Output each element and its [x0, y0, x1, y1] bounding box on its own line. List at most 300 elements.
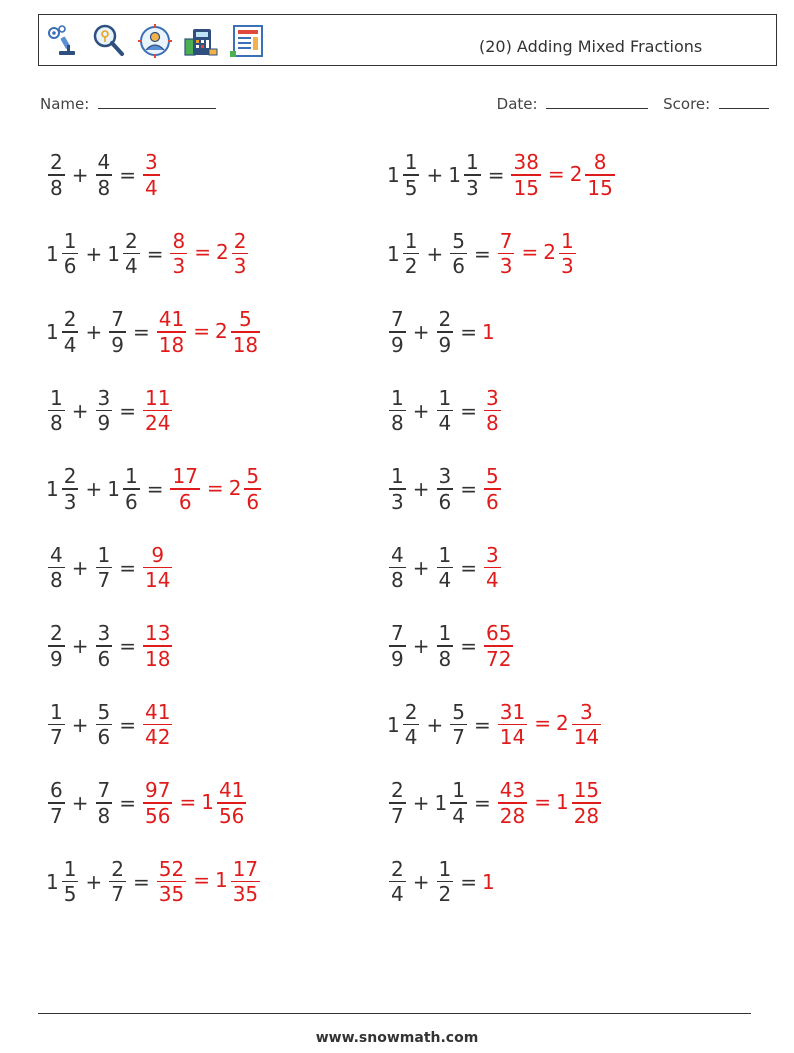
answer-fraction	[498, 229, 515, 279]
addend-fraction-denominator: 3	[391, 489, 404, 514]
addend-fraction-numerator: 1	[465, 150, 479, 175]
answer-mixed-fraction	[585, 150, 614, 200]
addend-fraction	[450, 778, 467, 828]
answer-whole: 1	[214, 868, 228, 892]
addend-fraction-denominator: 7	[50, 803, 63, 828]
answer-fraction	[484, 386, 501, 436]
page-title: (20) Adding Mixed Fractions	[479, 37, 703, 56]
answer-mixed-fraction	[217, 778, 246, 828]
addend-fraction-numerator: 6	[50, 778, 63, 803]
answer-fraction	[143, 700, 172, 750]
answer-fraction-denominator: 6	[178, 489, 192, 514]
answer-fraction-denominator: 4	[486, 568, 499, 593]
addend-fraction-numerator: 7	[391, 621, 404, 646]
date-label: Date:	[496, 95, 538, 113]
addend-fraction	[389, 307, 406, 357]
equals-sign: =	[487, 163, 505, 187]
answer	[141, 778, 248, 828]
addend-fraction-numerator: 3	[438, 464, 452, 489]
problem-row	[46, 145, 162, 205]
addend-fraction	[389, 386, 406, 436]
problem-row	[387, 852, 495, 912]
answer-fraction-numerator: 97	[145, 778, 171, 803]
addend-fraction-numerator: 4	[391, 542, 404, 567]
equals-sign: =	[473, 712, 491, 737]
addend-fraction-denominator: 4	[438, 568, 452, 593]
problem-row	[46, 773, 248, 833]
name-line	[40, 94, 216, 113]
addend-fraction-numerator: 1	[438, 856, 452, 881]
addend-fraction-numerator: 1	[438, 542, 452, 567]
whole-number: 1	[46, 320, 59, 344]
addend-fraction	[96, 621, 113, 671]
calculator-icon	[183, 23, 219, 59]
addend-fraction-denominator: 9	[97, 411, 111, 436]
answer-mixed-fraction-denominator: 6	[246, 489, 260, 514]
answer-mixed-fraction-numerator: 1	[560, 228, 574, 253]
equals-sign: =	[473, 791, 491, 815]
addend-fraction-numerator: 2	[63, 307, 77, 332]
answer-fraction-denominator: 3	[172, 254, 186, 279]
addend-fraction-denominator: 8	[438, 646, 452, 671]
addend-fraction-numerator: 1	[391, 385, 404, 410]
footer-divider	[38, 1013, 751, 1014]
addend-fraction-denominator: 5	[63, 882, 77, 907]
report-icon	[229, 23, 265, 59]
answer-mixed-fraction	[244, 464, 261, 514]
answer	[168, 229, 250, 279]
answer-fraction-denominator: 6	[486, 489, 499, 514]
equals-sign: =	[547, 161, 565, 186]
answer-fraction-numerator: 9	[151, 542, 165, 567]
answer	[496, 778, 603, 828]
answer	[141, 386, 174, 436]
answer-whole: 1	[482, 869, 495, 894]
plus-sign: +	[71, 555, 89, 580]
answer	[141, 150, 162, 200]
score-label: Score:	[663, 95, 711, 113]
answer-mixed-fraction-denominator: 35	[232, 882, 259, 907]
plus-sign: +	[85, 241, 103, 266]
plus-sign: +	[412, 791, 430, 815]
answer-fraction	[498, 778, 527, 828]
equals-sign: =	[460, 398, 477, 423]
addend-fraction	[123, 464, 140, 514]
problem-row	[46, 616, 174, 676]
addend-fraction-numerator: 1	[404, 150, 418, 175]
magnifier-icon	[91, 23, 127, 59]
addend-fraction	[464, 150, 481, 200]
equals-sign: =	[534, 711, 551, 735]
addend-fraction-numerator: 3	[97, 621, 111, 646]
addend-fraction-denominator: 7	[452, 725, 465, 750]
whole-number: 1	[448, 163, 461, 187]
answer	[482, 621, 515, 671]
addend-fraction-numerator: 2	[391, 778, 404, 803]
equals-sign: =	[460, 320, 477, 344]
date-blank[interactable]	[546, 94, 648, 109]
addend-fraction-denominator: 7	[391, 803, 404, 828]
whole-number: 1	[434, 791, 448, 815]
name-blank[interactable]	[98, 94, 216, 109]
answer-fraction-numerator: 5	[486, 464, 499, 489]
addend-fraction-denominator: 4	[438, 411, 452, 436]
date-score-line	[497, 94, 769, 113]
equals-sign: =	[206, 475, 224, 500]
answer	[482, 543, 503, 593]
answer-mixed-fraction-numerator: 17	[232, 856, 259, 881]
answer-fraction-denominator: 35	[158, 882, 185, 907]
answer-fraction	[157, 857, 186, 907]
answer-fraction-denominator: 24	[145, 411, 171, 436]
equals-sign: =	[460, 869, 477, 894]
answer-mixed-fraction-numerator: 5	[246, 464, 260, 489]
addend-fraction	[62, 464, 79, 514]
addend-fraction-denominator: 7	[111, 882, 124, 907]
addend-fraction-numerator: 2	[404, 699, 418, 724]
answer-fraction-denominator: 42	[145, 725, 171, 750]
equals-sign: =	[193, 868, 210, 892]
problem-row	[387, 616, 515, 676]
answer-fraction-denominator: 28	[499, 803, 526, 828]
answer	[168, 464, 263, 514]
answer	[496, 700, 603, 750]
addend-fraction	[96, 778, 113, 828]
equals-sign: =	[132, 869, 150, 894]
addend-fraction-numerator: 2	[50, 150, 63, 175]
answer-mixed-fraction	[231, 857, 260, 907]
addend-fraction	[48, 386, 65, 436]
whole-number: 1	[46, 869, 59, 894]
addend-fraction-denominator: 5	[404, 175, 418, 200]
equals-sign: =	[460, 634, 477, 658]
addend-fraction-numerator: 4	[50, 542, 63, 567]
addend-fraction	[48, 778, 65, 828]
plus-sign: +	[71, 791, 89, 815]
answer-mixed-fraction	[559, 229, 576, 279]
answer-mixed-fraction-denominator: 15	[587, 175, 613, 200]
addend-fraction	[389, 543, 406, 593]
addend-fraction-denominator: 8	[97, 175, 111, 200]
whole-number: 1	[387, 241, 400, 266]
addend-fraction-denominator: 4	[391, 882, 404, 907]
equals-sign: =	[119, 555, 136, 580]
answer-fraction-denominator: 8	[486, 411, 499, 436]
addend-fraction	[62, 857, 79, 907]
addend-fraction	[389, 778, 406, 828]
problem-row	[46, 695, 174, 755]
answer-fraction	[511, 150, 540, 200]
answer-fraction	[484, 543, 501, 593]
addend-fraction-numerator: 2	[111, 856, 124, 881]
answer-fraction	[157, 307, 186, 357]
answer-fraction-denominator: 18	[158, 332, 185, 357]
addend-fraction	[403, 229, 420, 279]
answer-mixed-fraction-numerator: 41	[218, 778, 245, 803]
addend-fraction-numerator: 1	[438, 621, 452, 646]
addend-fraction	[62, 307, 79, 357]
addend-fraction-denominator: 3	[465, 175, 479, 200]
addend-fraction	[437, 386, 454, 436]
problem-row	[387, 145, 617, 205]
addend-fraction-numerator: 5	[97, 699, 111, 724]
addend-fraction-numerator: 1	[50, 699, 63, 724]
plus-sign: +	[85, 320, 103, 344]
answer-mixed-fraction	[572, 778, 601, 828]
equals-sign: =	[119, 634, 136, 658]
addend-fraction	[403, 700, 420, 750]
answer-fraction-denominator: 3	[499, 254, 513, 279]
answer-fraction-numerator: 11	[145, 385, 171, 410]
addend-fraction-numerator: 7	[111, 307, 124, 332]
problem-row	[46, 852, 262, 912]
addend-fraction	[437, 621, 454, 671]
equals-sign: =	[119, 791, 136, 815]
equals-sign: =	[460, 555, 477, 580]
plus-sign: +	[412, 477, 430, 501]
answer-fraction-numerator: 38	[513, 150, 539, 175]
addend-fraction-numerator: 2	[438, 307, 452, 332]
equals-sign: =	[460, 477, 477, 501]
addend-fraction-denominator: 9	[391, 646, 404, 671]
answer-fraction-denominator: 14	[145, 568, 171, 593]
addend-fraction-numerator: 2	[124, 228, 138, 253]
name-label: Name:	[40, 95, 90, 113]
answer-whole: 1	[482, 320, 495, 344]
plus-sign: +	[426, 241, 444, 266]
answer-mixed-fraction-numerator: 5	[239, 307, 252, 332]
addend-fraction-denominator: 4	[452, 803, 465, 828]
plus-sign: +	[412, 320, 430, 344]
plus-sign: +	[426, 163, 444, 187]
answer-fraction	[143, 778, 172, 828]
answer	[509, 150, 616, 200]
addend-fraction-numerator: 1	[391, 464, 404, 489]
addend-fraction	[96, 700, 113, 750]
addend-fraction	[123, 229, 140, 279]
problem-row	[387, 302, 495, 362]
answer-fraction-numerator: 8	[172, 228, 186, 253]
addend-fraction-denominator: 8	[391, 568, 404, 593]
answer-mixed-fraction-denominator: 3	[560, 254, 574, 279]
score-blank[interactable]	[719, 94, 769, 109]
problem-row	[46, 302, 262, 362]
equals-sign: =	[132, 320, 150, 344]
addend-fraction	[109, 857, 126, 907]
problem-row	[46, 224, 250, 284]
addend-fraction-numerator: 1	[50, 385, 63, 410]
equals-sign: =	[119, 163, 136, 187]
addend-fraction	[437, 464, 454, 514]
addend-fraction	[389, 857, 406, 907]
answer-mixed-fraction-denominator: 14	[573, 725, 600, 750]
answer-mixed-fraction-denominator: 56	[218, 803, 245, 828]
addend-fraction-denominator: 3	[63, 489, 77, 514]
addend-fraction-denominator: 9	[438, 332, 452, 357]
answer-fraction-numerator: 31	[499, 699, 526, 724]
plus-sign: +	[412, 555, 430, 580]
equals-sign: =	[194, 240, 211, 264]
addend-fraction-numerator: 5	[452, 228, 465, 253]
answer-fraction-denominator: 15	[513, 175, 539, 200]
addend-fraction	[389, 621, 406, 671]
addend-fraction-numerator: 1	[452, 778, 465, 803]
answer	[482, 386, 503, 436]
addend-fraction	[96, 150, 113, 200]
answer-whole: 2	[569, 161, 583, 186]
addend-fraction-numerator: 7	[97, 778, 111, 803]
gears-and-microscope-icon	[45, 23, 81, 59]
addend-fraction	[48, 543, 65, 593]
answer-whole: 2	[214, 318, 228, 343]
answer-fraction-denominator: 56	[145, 803, 171, 828]
addend-fraction-numerator: 1	[63, 228, 77, 253]
addend-fraction-denominator: 9	[50, 646, 63, 671]
answer	[155, 857, 262, 907]
problem-row	[46, 381, 174, 441]
addend-fraction	[62, 229, 79, 279]
answer-fraction-numerator: 3	[145, 150, 158, 175]
answer-fraction	[170, 229, 187, 279]
answer-mixed-fraction	[231, 307, 260, 357]
answer-fraction-denominator: 18	[145, 646, 171, 671]
addend-fraction	[437, 857, 454, 907]
answer-mixed-fraction	[572, 700, 601, 750]
answer	[141, 543, 174, 593]
addend-fraction-numerator: 7	[391, 307, 404, 332]
addend-fraction-denominator: 8	[50, 175, 63, 200]
answer-whole: 2	[555, 711, 569, 735]
answer-fraction	[143, 621, 172, 671]
addend-fraction-denominator: 8	[50, 411, 63, 436]
addend-fraction-denominator: 7	[50, 725, 63, 750]
plus-sign: +	[71, 634, 89, 658]
addend-fraction-numerator: 4	[97, 150, 111, 175]
problem-row	[387, 773, 603, 833]
addend-fraction-denominator: 4	[124, 254, 138, 279]
plus-sign: +	[71, 712, 89, 737]
answer-fraction	[143, 543, 172, 593]
answer-fraction-numerator: 3	[486, 542, 499, 567]
answer-whole: 1	[201, 789, 214, 814]
answer	[482, 464, 503, 514]
answer-fraction-numerator: 41	[158, 307, 185, 332]
addend-fraction-denominator: 4	[404, 725, 418, 750]
user-target-icon	[137, 23, 173, 59]
worksheet-header	[38, 14, 777, 66]
equals-sign: =	[193, 318, 210, 343]
addend-fraction-denominator: 6	[97, 725, 111, 750]
answer-whole: 2	[228, 475, 242, 500]
addend-fraction-denominator: 4	[63, 332, 77, 357]
problem-row	[387, 381, 503, 441]
addend-fraction	[450, 229, 467, 279]
addend-fraction	[48, 621, 65, 671]
answer-mixed-fraction-numerator: 15	[573, 778, 600, 803]
equals-sign: =	[534, 789, 551, 814]
answer	[155, 307, 262, 357]
whole-number: 1	[387, 712, 400, 737]
answer-fraction	[170, 464, 199, 514]
equals-sign: =	[473, 241, 491, 266]
plus-sign: +	[412, 398, 430, 423]
addend-fraction-denominator: 2	[404, 254, 418, 279]
plus-sign: +	[412, 634, 430, 658]
plus-sign: +	[85, 477, 103, 501]
addend-fraction	[96, 543, 113, 593]
answer-whole: 1	[555, 789, 569, 814]
addend-fraction-numerator: 2	[63, 464, 77, 489]
answer-fraction	[143, 150, 160, 200]
problem-row	[387, 459, 503, 519]
plus-sign: +	[71, 398, 89, 423]
addend-fraction-numerator: 1	[124, 464, 138, 489]
addend-fraction	[48, 700, 65, 750]
answer	[496, 229, 578, 279]
footer-url: www.snowmath.com	[315, 1030, 479, 1046]
problem-row	[387, 695, 603, 755]
answer-mixed-fraction-numerator: 3	[580, 699, 593, 724]
addend-fraction	[48, 150, 65, 200]
whole-number: 1	[107, 477, 120, 501]
answer-fraction-numerator: 65	[486, 621, 512, 646]
addend-fraction-denominator: 6	[63, 254, 77, 279]
answer-fraction	[143, 386, 172, 436]
answer-mixed-fraction	[232, 229, 249, 279]
addend-fraction-denominator: 6	[97, 646, 111, 671]
equals-sign: =	[146, 477, 164, 501]
addend-fraction-numerator: 1	[63, 856, 77, 881]
addend-fraction-numerator: 3	[97, 385, 111, 410]
addend-fraction	[437, 543, 454, 593]
plus-sign: +	[426, 712, 444, 737]
addend-fraction-denominator: 6	[124, 489, 138, 514]
answer-fraction	[484, 464, 501, 514]
answer-fraction-numerator: 17	[172, 464, 198, 489]
addend-fraction-numerator: 5	[452, 699, 465, 724]
icon-strip	[45, 22, 265, 60]
addend-fraction	[96, 386, 113, 436]
addend-fraction	[109, 307, 126, 357]
addend-fraction-numerator: 1	[97, 542, 111, 567]
addend-fraction-denominator: 6	[438, 489, 452, 514]
answer-fraction-denominator: 72	[486, 646, 512, 671]
answer-fraction-numerator: 7	[499, 228, 513, 253]
answer	[141, 700, 174, 750]
answer-whole: 2	[215, 240, 229, 264]
answer-mixed-fraction-numerator: 8	[593, 150, 607, 175]
answer-fraction-numerator: 52	[158, 856, 185, 881]
answer	[141, 621, 174, 671]
addend-fraction-numerator: 1	[438, 385, 452, 410]
answer-fraction	[498, 700, 527, 750]
plus-sign: +	[412, 869, 430, 894]
answer-whole: 2	[543, 240, 556, 264]
answer-fraction-numerator: 13	[145, 621, 171, 646]
whole-number: 1	[107, 241, 120, 266]
addend-fraction-numerator: 1	[404, 228, 418, 253]
addend-fraction-denominator: 2	[438, 882, 452, 907]
equals-sign: =	[521, 240, 539, 264]
addend-fraction-denominator: 9	[111, 332, 124, 357]
equals-sign: =	[119, 712, 136, 737]
answer-mixed-fraction-denominator: 3	[233, 254, 247, 279]
whole-number: 1	[46, 241, 59, 266]
whole-number: 1	[46, 477, 59, 501]
addend-fraction	[389, 464, 406, 514]
addend-fraction-denominator: 6	[452, 254, 465, 279]
problem-row	[387, 224, 578, 284]
